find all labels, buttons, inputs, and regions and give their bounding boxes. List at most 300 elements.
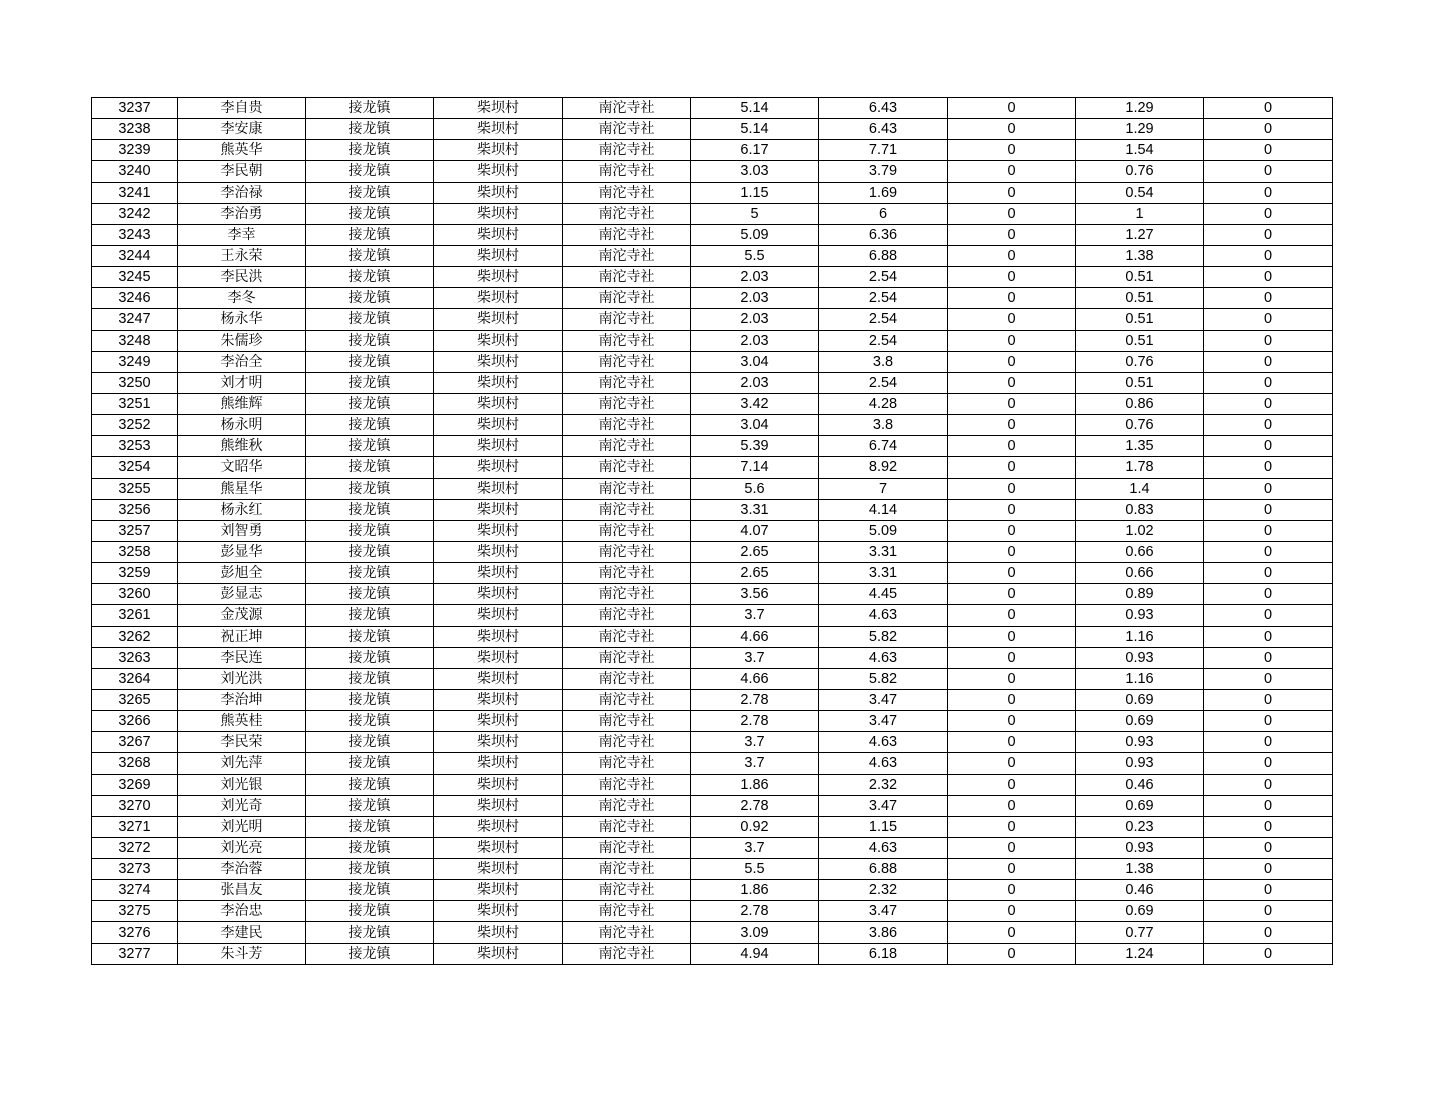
name-cell: 熊维辉 bbox=[178, 393, 306, 414]
value-e-cell: 0 bbox=[1204, 774, 1333, 795]
row-id-cell: 3251 bbox=[92, 393, 178, 414]
value-e-cell: 0 bbox=[1204, 351, 1333, 372]
town-cell: 接龙镇 bbox=[306, 901, 434, 922]
value-c-cell: 0 bbox=[948, 943, 1076, 964]
town-cell: 接龙镇 bbox=[306, 563, 434, 584]
group-cell: 南沱寺社 bbox=[563, 774, 691, 795]
village-cell: 柴坝村 bbox=[434, 436, 563, 457]
value-a-cell: 2.78 bbox=[691, 689, 819, 710]
value-a-cell: 2.65 bbox=[691, 541, 819, 562]
town-cell: 接龙镇 bbox=[306, 98, 434, 119]
village-cell: 柴坝村 bbox=[434, 626, 563, 647]
value-a-cell: 2.03 bbox=[691, 330, 819, 351]
group-cell: 南沱寺社 bbox=[563, 119, 691, 140]
name-cell: 李民荣 bbox=[178, 732, 306, 753]
value-b-cell: 3.31 bbox=[819, 541, 948, 562]
value-a-cell: 3.7 bbox=[691, 647, 819, 668]
value-b-cell: 4.14 bbox=[819, 499, 948, 520]
row-id-cell: 3247 bbox=[92, 309, 178, 330]
village-cell: 柴坝村 bbox=[434, 351, 563, 372]
name-cell: 彭显志 bbox=[178, 584, 306, 605]
name-cell: 杨永红 bbox=[178, 499, 306, 520]
village-cell: 柴坝村 bbox=[434, 98, 563, 119]
town-cell: 接龙镇 bbox=[306, 732, 434, 753]
town-cell: 接龙镇 bbox=[306, 267, 434, 288]
village-cell: 柴坝村 bbox=[434, 563, 563, 584]
row-id-cell: 3241 bbox=[92, 182, 178, 203]
name-cell: 朱儒珍 bbox=[178, 330, 306, 351]
value-b-cell: 3.79 bbox=[819, 161, 948, 182]
row-id-cell: 3277 bbox=[92, 943, 178, 964]
value-d-cell: 0.46 bbox=[1076, 774, 1204, 795]
table-row bbox=[92, 309, 1333, 330]
village-cell: 柴坝村 bbox=[434, 605, 563, 626]
table-row bbox=[92, 732, 1333, 753]
table-row bbox=[92, 816, 1333, 837]
row-id-cell: 3237 bbox=[92, 98, 178, 119]
value-a-cell: 4.94 bbox=[691, 943, 819, 964]
value-c-cell: 0 bbox=[948, 541, 1076, 562]
value-d-cell: 0.66 bbox=[1076, 541, 1204, 562]
value-b-cell: 6.18 bbox=[819, 943, 948, 964]
value-a-cell: 4.66 bbox=[691, 668, 819, 689]
value-e-cell: 0 bbox=[1204, 372, 1333, 393]
value-b-cell: 2.54 bbox=[819, 372, 948, 393]
village-cell: 柴坝村 bbox=[434, 330, 563, 351]
table-row bbox=[92, 711, 1333, 732]
table-row bbox=[92, 98, 1333, 119]
table-row bbox=[92, 351, 1333, 372]
row-id-cell: 3271 bbox=[92, 816, 178, 837]
value-c-cell: 0 bbox=[948, 161, 1076, 182]
table-row bbox=[92, 372, 1333, 393]
town-cell: 接龙镇 bbox=[306, 478, 434, 499]
table-row bbox=[92, 393, 1333, 414]
value-e-cell: 0 bbox=[1204, 330, 1333, 351]
value-c-cell: 0 bbox=[948, 288, 1076, 309]
name-cell: 李民洪 bbox=[178, 267, 306, 288]
value-c-cell: 0 bbox=[948, 605, 1076, 626]
table-row bbox=[92, 203, 1333, 224]
village-cell: 柴坝村 bbox=[434, 478, 563, 499]
town-cell: 接龙镇 bbox=[306, 584, 434, 605]
value-e-cell: 0 bbox=[1204, 689, 1333, 710]
value-b-cell: 6 bbox=[819, 203, 948, 224]
table-row bbox=[92, 880, 1333, 901]
value-a-cell: 2.03 bbox=[691, 309, 819, 330]
value-b-cell: 5.09 bbox=[819, 520, 948, 541]
group-cell: 南沱寺社 bbox=[563, 922, 691, 943]
row-id-cell: 3239 bbox=[92, 140, 178, 161]
value-b-cell: 2.32 bbox=[819, 774, 948, 795]
table-row bbox=[92, 626, 1333, 647]
row-id-cell: 3270 bbox=[92, 795, 178, 816]
value-b-cell: 6.43 bbox=[819, 119, 948, 140]
value-e-cell: 0 bbox=[1204, 668, 1333, 689]
value-c-cell: 0 bbox=[948, 520, 1076, 541]
value-a-cell: 5.09 bbox=[691, 224, 819, 245]
name-cell: 李治勇 bbox=[178, 203, 306, 224]
village-cell: 柴坝村 bbox=[434, 816, 563, 837]
name-cell: 李治蓉 bbox=[178, 859, 306, 880]
value-d-cell: 1.24 bbox=[1076, 943, 1204, 964]
village-cell: 柴坝村 bbox=[434, 753, 563, 774]
table-row bbox=[92, 267, 1333, 288]
value-d-cell: 0.89 bbox=[1076, 584, 1204, 605]
name-cell: 李民连 bbox=[178, 647, 306, 668]
row-id-cell: 3272 bbox=[92, 837, 178, 858]
town-cell: 接龙镇 bbox=[306, 626, 434, 647]
group-cell: 南沱寺社 bbox=[563, 415, 691, 436]
table-row bbox=[92, 499, 1333, 520]
group-cell: 南沱寺社 bbox=[563, 753, 691, 774]
value-b-cell: 7.71 bbox=[819, 140, 948, 161]
value-b-cell: 2.54 bbox=[819, 267, 948, 288]
village-cell: 柴坝村 bbox=[434, 182, 563, 203]
table-row bbox=[92, 245, 1333, 266]
village-cell: 柴坝村 bbox=[434, 647, 563, 668]
group-cell: 南沱寺社 bbox=[563, 309, 691, 330]
village-cell: 柴坝村 bbox=[434, 119, 563, 140]
value-c-cell: 0 bbox=[948, 98, 1076, 119]
value-b-cell: 2.54 bbox=[819, 309, 948, 330]
value-b-cell: 1.15 bbox=[819, 816, 948, 837]
name-cell: 李治全 bbox=[178, 351, 306, 372]
village-cell: 柴坝村 bbox=[434, 732, 563, 753]
value-c-cell: 0 bbox=[948, 393, 1076, 414]
village-cell: 柴坝村 bbox=[434, 520, 563, 541]
group-cell: 南沱寺社 bbox=[563, 499, 691, 520]
value-b-cell: 3.47 bbox=[819, 795, 948, 816]
value-e-cell: 0 bbox=[1204, 520, 1333, 541]
name-cell: 朱斗芳 bbox=[178, 943, 306, 964]
row-id-cell: 3242 bbox=[92, 203, 178, 224]
value-a-cell: 1.15 bbox=[691, 182, 819, 203]
group-cell: 南沱寺社 bbox=[563, 351, 691, 372]
value-d-cell: 0.51 bbox=[1076, 288, 1204, 309]
name-cell: 熊维秋 bbox=[178, 436, 306, 457]
value-c-cell: 0 bbox=[948, 203, 1076, 224]
value-e-cell: 0 bbox=[1204, 457, 1333, 478]
value-d-cell: 0.86 bbox=[1076, 393, 1204, 414]
town-cell: 接龙镇 bbox=[306, 880, 434, 901]
village-cell: 柴坝村 bbox=[434, 161, 563, 182]
value-e-cell: 0 bbox=[1204, 901, 1333, 922]
village-cell: 柴坝村 bbox=[434, 880, 563, 901]
town-cell: 接龙镇 bbox=[306, 859, 434, 880]
name-cell: 李治坤 bbox=[178, 689, 306, 710]
name-cell: 祝正坤 bbox=[178, 626, 306, 647]
table-row bbox=[92, 795, 1333, 816]
town-cell: 接龙镇 bbox=[306, 330, 434, 351]
name-cell: 金茂源 bbox=[178, 605, 306, 626]
group-cell: 南沱寺社 bbox=[563, 541, 691, 562]
value-d-cell: 1.02 bbox=[1076, 520, 1204, 541]
town-cell: 接龙镇 bbox=[306, 351, 434, 372]
value-d-cell: 1.4 bbox=[1076, 478, 1204, 499]
group-cell: 南沱寺社 bbox=[563, 393, 691, 414]
row-id-cell: 3262 bbox=[92, 626, 178, 647]
value-a-cell: 2.78 bbox=[691, 901, 819, 922]
name-cell: 李建民 bbox=[178, 922, 306, 943]
row-id-cell: 3244 bbox=[92, 245, 178, 266]
name-cell: 熊星华 bbox=[178, 478, 306, 499]
value-c-cell: 0 bbox=[948, 732, 1076, 753]
value-e-cell: 0 bbox=[1204, 880, 1333, 901]
value-e-cell: 0 bbox=[1204, 922, 1333, 943]
value-b-cell: 4.63 bbox=[819, 605, 948, 626]
table-row bbox=[92, 943, 1333, 964]
town-cell: 接龙镇 bbox=[306, 372, 434, 393]
town-cell: 接龙镇 bbox=[306, 689, 434, 710]
row-id-cell: 3265 bbox=[92, 689, 178, 710]
value-c-cell: 0 bbox=[948, 478, 1076, 499]
value-a-cell: 3.7 bbox=[691, 732, 819, 753]
table-row bbox=[92, 837, 1333, 858]
name-cell: 张昌友 bbox=[178, 880, 306, 901]
name-cell: 李冬 bbox=[178, 288, 306, 309]
table-row bbox=[92, 563, 1333, 584]
group-cell: 南沱寺社 bbox=[563, 837, 691, 858]
value-a-cell: 5 bbox=[691, 203, 819, 224]
row-id-cell: 3260 bbox=[92, 584, 178, 605]
row-id-cell: 3275 bbox=[92, 901, 178, 922]
table-row bbox=[92, 119, 1333, 140]
value-a-cell: 2.03 bbox=[691, 267, 819, 288]
village-cell: 柴坝村 bbox=[434, 943, 563, 964]
value-d-cell: 0.69 bbox=[1076, 711, 1204, 732]
value-a-cell: 6.17 bbox=[691, 140, 819, 161]
value-a-cell: 2.03 bbox=[691, 372, 819, 393]
value-b-cell: 6.74 bbox=[819, 436, 948, 457]
village-cell: 柴坝村 bbox=[434, 795, 563, 816]
town-cell: 接龙镇 bbox=[306, 119, 434, 140]
village-cell: 柴坝村 bbox=[434, 245, 563, 266]
value-e-cell: 0 bbox=[1204, 98, 1333, 119]
town-cell: 接龙镇 bbox=[306, 711, 434, 732]
village-cell: 柴坝村 bbox=[434, 499, 563, 520]
village-cell: 柴坝村 bbox=[434, 140, 563, 161]
value-d-cell: 0.93 bbox=[1076, 605, 1204, 626]
town-cell: 接龙镇 bbox=[306, 774, 434, 795]
name-cell: 刘光亮 bbox=[178, 837, 306, 858]
village-cell: 柴坝村 bbox=[434, 372, 563, 393]
group-cell: 南沱寺社 bbox=[563, 520, 691, 541]
town-cell: 接龙镇 bbox=[306, 245, 434, 266]
village-cell: 柴坝村 bbox=[434, 393, 563, 414]
value-e-cell: 0 bbox=[1204, 711, 1333, 732]
town-cell: 接龙镇 bbox=[306, 668, 434, 689]
town-cell: 接龙镇 bbox=[306, 943, 434, 964]
town-cell: 接龙镇 bbox=[306, 520, 434, 541]
value-e-cell: 0 bbox=[1204, 140, 1333, 161]
value-a-cell: 0.92 bbox=[691, 816, 819, 837]
value-b-cell: 3.47 bbox=[819, 689, 948, 710]
value-e-cell: 0 bbox=[1204, 626, 1333, 647]
value-c-cell: 0 bbox=[948, 774, 1076, 795]
group-cell: 南沱寺社 bbox=[563, 330, 691, 351]
row-id-cell: 3254 bbox=[92, 457, 178, 478]
table-row bbox=[92, 689, 1333, 710]
value-c-cell: 0 bbox=[948, 436, 1076, 457]
group-cell: 南沱寺社 bbox=[563, 478, 691, 499]
value-b-cell: 6.43 bbox=[819, 98, 948, 119]
table-row bbox=[92, 436, 1333, 457]
row-id-cell: 3266 bbox=[92, 711, 178, 732]
village-cell: 柴坝村 bbox=[434, 901, 563, 922]
name-cell: 熊英桂 bbox=[178, 711, 306, 732]
row-id-cell: 3245 bbox=[92, 267, 178, 288]
value-e-cell: 0 bbox=[1204, 393, 1333, 414]
value-d-cell: 1.16 bbox=[1076, 626, 1204, 647]
village-cell: 柴坝村 bbox=[434, 457, 563, 478]
group-cell: 南沱寺社 bbox=[563, 584, 691, 605]
value-a-cell: 3.7 bbox=[691, 605, 819, 626]
village-cell: 柴坝村 bbox=[434, 224, 563, 245]
row-id-cell: 3263 bbox=[92, 647, 178, 668]
group-cell: 南沱寺社 bbox=[563, 711, 691, 732]
table-row bbox=[92, 288, 1333, 309]
name-cell: 杨永华 bbox=[178, 309, 306, 330]
value-b-cell: 4.63 bbox=[819, 732, 948, 753]
value-d-cell: 0.77 bbox=[1076, 922, 1204, 943]
value-e-cell: 0 bbox=[1204, 732, 1333, 753]
value-d-cell: 0.83 bbox=[1076, 499, 1204, 520]
table-row bbox=[92, 774, 1333, 795]
table-row bbox=[92, 647, 1333, 668]
table-row bbox=[92, 478, 1333, 499]
group-cell: 南沱寺社 bbox=[563, 457, 691, 478]
town-cell: 接龙镇 bbox=[306, 499, 434, 520]
name-cell: 李安康 bbox=[178, 119, 306, 140]
value-a-cell: 3.04 bbox=[691, 351, 819, 372]
village-cell: 柴坝村 bbox=[434, 859, 563, 880]
group-cell: 南沱寺社 bbox=[563, 816, 691, 837]
name-cell: 文昭华 bbox=[178, 457, 306, 478]
value-c-cell: 0 bbox=[948, 563, 1076, 584]
value-e-cell: 0 bbox=[1204, 859, 1333, 880]
value-b-cell: 2.54 bbox=[819, 288, 948, 309]
value-c-cell: 0 bbox=[948, 880, 1076, 901]
value-c-cell: 0 bbox=[948, 119, 1076, 140]
group-cell: 南沱寺社 bbox=[563, 901, 691, 922]
value-e-cell: 0 bbox=[1204, 288, 1333, 309]
value-b-cell: 2.32 bbox=[819, 880, 948, 901]
value-c-cell: 0 bbox=[948, 837, 1076, 858]
value-b-cell: 6.88 bbox=[819, 859, 948, 880]
name-cell: 彭显华 bbox=[178, 541, 306, 562]
value-a-cell: 5.5 bbox=[691, 859, 819, 880]
value-d-cell: 0.93 bbox=[1076, 732, 1204, 753]
value-c-cell: 0 bbox=[948, 140, 1076, 161]
value-b-cell: 3.86 bbox=[819, 922, 948, 943]
value-a-cell: 2.03 bbox=[691, 288, 819, 309]
value-a-cell: 5.14 bbox=[691, 119, 819, 140]
row-id-cell: 3276 bbox=[92, 922, 178, 943]
name-cell: 刘光奇 bbox=[178, 795, 306, 816]
value-d-cell: 0.93 bbox=[1076, 753, 1204, 774]
row-id-cell: 3259 bbox=[92, 563, 178, 584]
value-e-cell: 0 bbox=[1204, 309, 1333, 330]
value-b-cell: 4.63 bbox=[819, 647, 948, 668]
town-cell: 接龙镇 bbox=[306, 753, 434, 774]
village-cell: 柴坝村 bbox=[434, 541, 563, 562]
value-c-cell: 0 bbox=[948, 330, 1076, 351]
row-id-cell: 3268 bbox=[92, 753, 178, 774]
value-a-cell: 3.7 bbox=[691, 837, 819, 858]
row-id-cell: 3248 bbox=[92, 330, 178, 351]
value-a-cell: 3.56 bbox=[691, 584, 819, 605]
value-b-cell: 3.8 bbox=[819, 415, 948, 436]
value-c-cell: 0 bbox=[948, 711, 1076, 732]
value-c-cell: 0 bbox=[948, 647, 1076, 668]
group-cell: 南沱寺社 bbox=[563, 859, 691, 880]
town-cell: 接龙镇 bbox=[306, 415, 434, 436]
value-d-cell: 0.51 bbox=[1076, 309, 1204, 330]
table-row bbox=[92, 605, 1333, 626]
town-cell: 接龙镇 bbox=[306, 140, 434, 161]
value-a-cell: 1.86 bbox=[691, 880, 819, 901]
name-cell: 刘才明 bbox=[178, 372, 306, 393]
group-cell: 南沱寺社 bbox=[563, 245, 691, 266]
value-d-cell: 1.29 bbox=[1076, 119, 1204, 140]
group-cell: 南沱寺社 bbox=[563, 436, 691, 457]
table-row bbox=[92, 541, 1333, 562]
value-c-cell: 0 bbox=[948, 351, 1076, 372]
value-d-cell: 0.69 bbox=[1076, 795, 1204, 816]
value-b-cell: 6.88 bbox=[819, 245, 948, 266]
row-id-cell: 3257 bbox=[92, 520, 178, 541]
value-b-cell: 3.8 bbox=[819, 351, 948, 372]
value-e-cell: 0 bbox=[1204, 478, 1333, 499]
value-a-cell: 3.09 bbox=[691, 922, 819, 943]
row-id-cell: 3253 bbox=[92, 436, 178, 457]
value-b-cell: 1.69 bbox=[819, 182, 948, 203]
value-d-cell: 1.27 bbox=[1076, 224, 1204, 245]
name-cell: 刘光洪 bbox=[178, 668, 306, 689]
town-cell: 接龙镇 bbox=[306, 309, 434, 330]
value-d-cell: 1.29 bbox=[1076, 98, 1204, 119]
value-e-cell: 0 bbox=[1204, 837, 1333, 858]
value-e-cell: 0 bbox=[1204, 499, 1333, 520]
village-cell: 柴坝村 bbox=[434, 267, 563, 288]
value-d-cell: 0.93 bbox=[1076, 647, 1204, 668]
row-id-cell: 3269 bbox=[92, 774, 178, 795]
value-e-cell: 0 bbox=[1204, 795, 1333, 816]
group-cell: 南沱寺社 bbox=[563, 203, 691, 224]
group-cell: 南沱寺社 bbox=[563, 626, 691, 647]
value-a-cell: 4.66 bbox=[691, 626, 819, 647]
town-cell: 接龙镇 bbox=[306, 161, 434, 182]
table-row bbox=[92, 901, 1333, 922]
value-d-cell: 0.76 bbox=[1076, 351, 1204, 372]
row-id-cell: 3264 bbox=[92, 668, 178, 689]
value-d-cell: 0.51 bbox=[1076, 330, 1204, 351]
town-cell: 接龙镇 bbox=[306, 795, 434, 816]
value-d-cell: 0.51 bbox=[1076, 267, 1204, 288]
value-b-cell: 5.82 bbox=[819, 668, 948, 689]
name-cell: 王永荣 bbox=[178, 245, 306, 266]
value-d-cell: 0.23 bbox=[1076, 816, 1204, 837]
village-cell: 柴坝村 bbox=[434, 711, 563, 732]
value-b-cell: 2.54 bbox=[819, 330, 948, 351]
value-b-cell: 6.36 bbox=[819, 224, 948, 245]
value-e-cell: 0 bbox=[1204, 161, 1333, 182]
value-e-cell: 0 bbox=[1204, 816, 1333, 837]
group-cell: 南沱寺社 bbox=[563, 563, 691, 584]
value-e-cell: 0 bbox=[1204, 415, 1333, 436]
value-c-cell: 0 bbox=[948, 584, 1076, 605]
